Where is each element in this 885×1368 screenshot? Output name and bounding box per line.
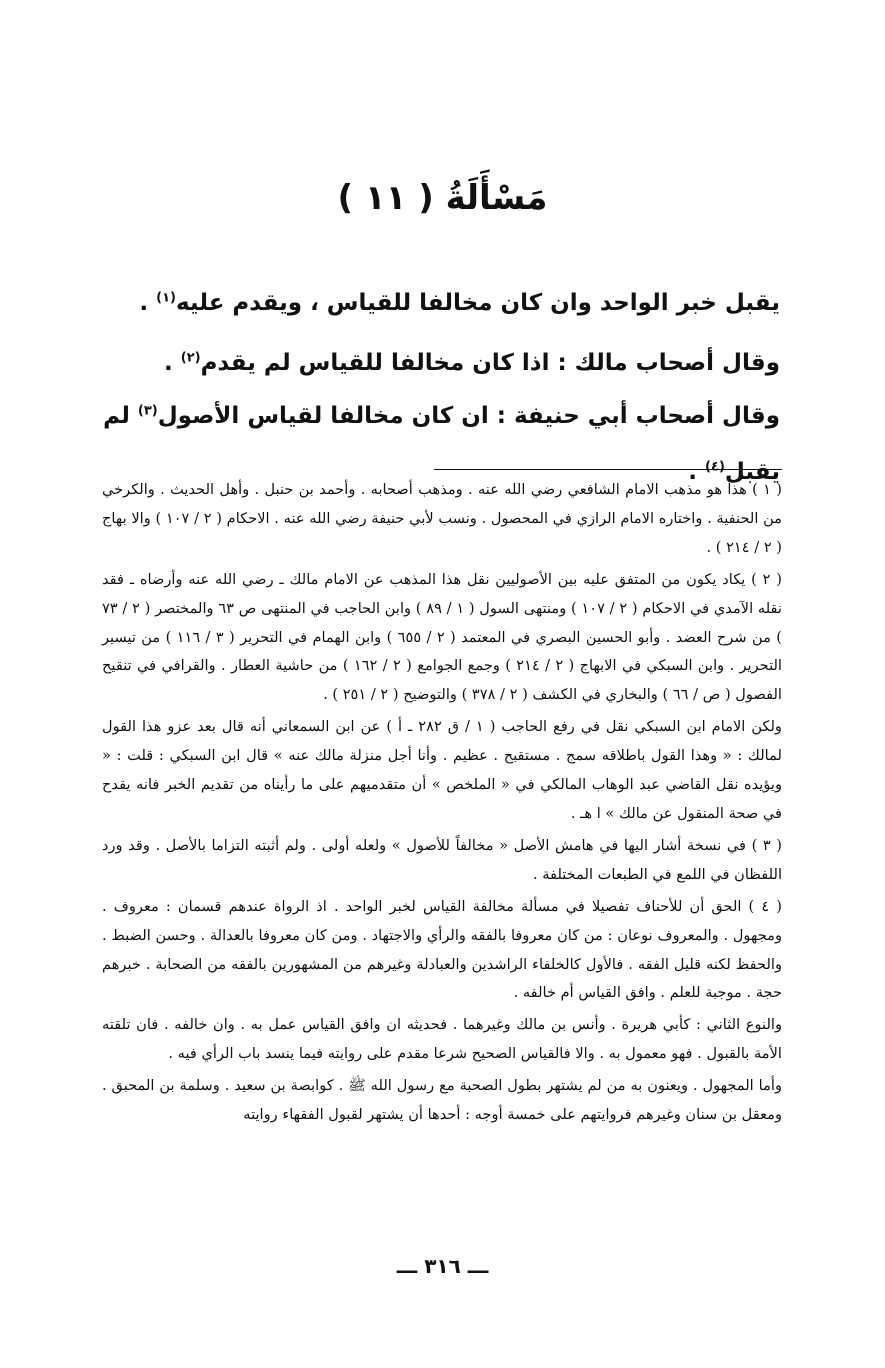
footnote-ref-3: (٣) bbox=[137, 403, 158, 419]
main-text-1: يقبل خبر الواحد وان كان مخالفا للقياس ، ويقدم عليه bbox=[175, 290, 780, 316]
main-text-line-1 bbox=[90, 276, 780, 330]
footnote-3: ( ٣ ) في نسخة أشار اليها في هامش الأصل « مخالفاً للأصول » ولعله أولى . ولم أثبته التزاما بالأصل . وقد ورد اللفظان في اللمع في الطبعات المختلفة . bbox=[102, 836, 782, 883]
main-text-2-end: . bbox=[163, 350, 181, 376]
main-text-3: وقال أصحاب أبي حنيفة : ان كان مخالفا لقياس الأصول bbox=[157, 403, 780, 429]
footnote-1: ( ١ ) هذا هو مذهب الامام الشافعي رضي الله عنه . ومذهب أصحابه . وأحمد بن حنبل . وأهل الحديث . والكرخي من الحنفية . واختاره الامام الرازي في المحصول . ونسب لأبي حنيفة رضي الله عنه . الاحكام ( ٢ / ١٠٧ ) والا بهاج ( ٢ / ٢١٤ ) . bbox=[102, 481, 782, 556]
main-text-2: وقال أصحاب مالك : اذا كان مخالفا للقياس لم يقدم bbox=[200, 350, 780, 376]
footnote-4-continued-b: وأما المجهول . ويعنون به من لم يشتهر بطول الصحبة مع رسول الله ﷺ . كوابصة بن سعيد . وسلمة بن المحبق . ومعقل بن سنان وغيرهم فروايتهم على خمسة أوجه : أحدها أن يشتهر لقبول الفقهاء روايته bbox=[102, 1077, 782, 1124]
issue-title: مَسْأَلَةُ ( ١١ ) bbox=[337, 178, 548, 218]
footnote-ref-1: (١) bbox=[156, 290, 176, 306]
main-text-3-end: . bbox=[688, 459, 706, 485]
footnote-2-continued: ولكن الامام ابن السبكي نقل في رفع الحاجب ( ١ / ق ٢٨٢ ـ أ ) عن ابن السمعاني أنه قال بعد عزو هذا القول لمالك : « وهذا القول باطلاقه سمج . مستقبح . عظيم . وأنا أجل منزلة مالك عنه » قال ابن السبكي : قلت : « ويؤيده نقل القاضي عبد الوهاب المالكي في « الملخص » أن متقدميهم على ما رأيناه من تقديم الخبر فانه يقدح في صحة المنقول عن مالك » ا هـ . bbox=[102, 718, 782, 822]
footnote-ref-2: (٢) bbox=[180, 350, 201, 366]
footnote-divider bbox=[434, 469, 782, 470]
footnote-4-continued-a: والنوع الثاني : كأبي هريرة . وأنس بن مالك وغيرهما . فحديثه ان وافق القياس عمل به . وان خالفه . فان تلقته الأمة بالقبول . فهو معمول به . والا فالقياس الصحيح شرعا مقدم على روايته فيما ينسد باب الرأي فيه . bbox=[102, 1016, 782, 1063]
footnote-4: ( ٤ ) الحق أن للأحناف تفصيلا في مسألة مخالفة القياس لخبر الواحد . اذ الرواة عندهم قسمان : معروف . ومجهول . والمعروف نوعان : من كان معروفا بالفقه والرأي والاجتهاد . ومن كان معروفا بالعدالة . وحسن الضبط . والحفظ لكنه قليل الفقه . فالأول كالخلفاء الراشدين والعبادلة وغيرهم من المشهورين بالفقه من الصحابة . خبرهم حجة . موجبة للعلم . وافق القياس أم خالفه . bbox=[102, 897, 782, 1002]
main-text-1-end: . bbox=[139, 290, 157, 316]
footnote-ref-4: (٤) bbox=[705, 459, 725, 475]
footnote-2: ( ٢ ) يكاد يكون من المتفق عليه بين الأصوليين نقل هذا المذهب عن الامام مالك ـ رضي الله عنه وأرضاه ـ فقد نقله الآمدي في الاحكام ( ٢ / ١٠٧ ) ومنتهى السول ( ١ / ٨٩ ) وابن الحاجب في المنتهى ص ٦٣ والمختصر ( ٢ / ٧٣ ) من شرح العضد . وأبو الحسين البصري في المعتمد ( ٢ / ٦٥٥ ) وابن الهمام في التحرير ( ٣ / ١١٦ ) من تيسير التحرير . وابن السبكي في الابهاج ( ٢ / ٢١٤ ) وجمع الجوامع ( ٢ / ١٦٢ ) من حاشية العطار . والقرافي في تنقيح الفصول ( ص / ٦٦ ) والبخاري في الكشف ( ٢ / ٣٧٨ ) والتوضيح ( ٢ / ٢٥١ ) . bbox=[102, 570, 782, 704]
page-number: ـــ ٣١٦ ـــ bbox=[396, 1254, 489, 1278]
main-text-line-2 bbox=[90, 336, 780, 390]
main-text-3-mid: لم يقبل bbox=[103, 403, 780, 485]
footnotes bbox=[102, 476, 782, 1130]
